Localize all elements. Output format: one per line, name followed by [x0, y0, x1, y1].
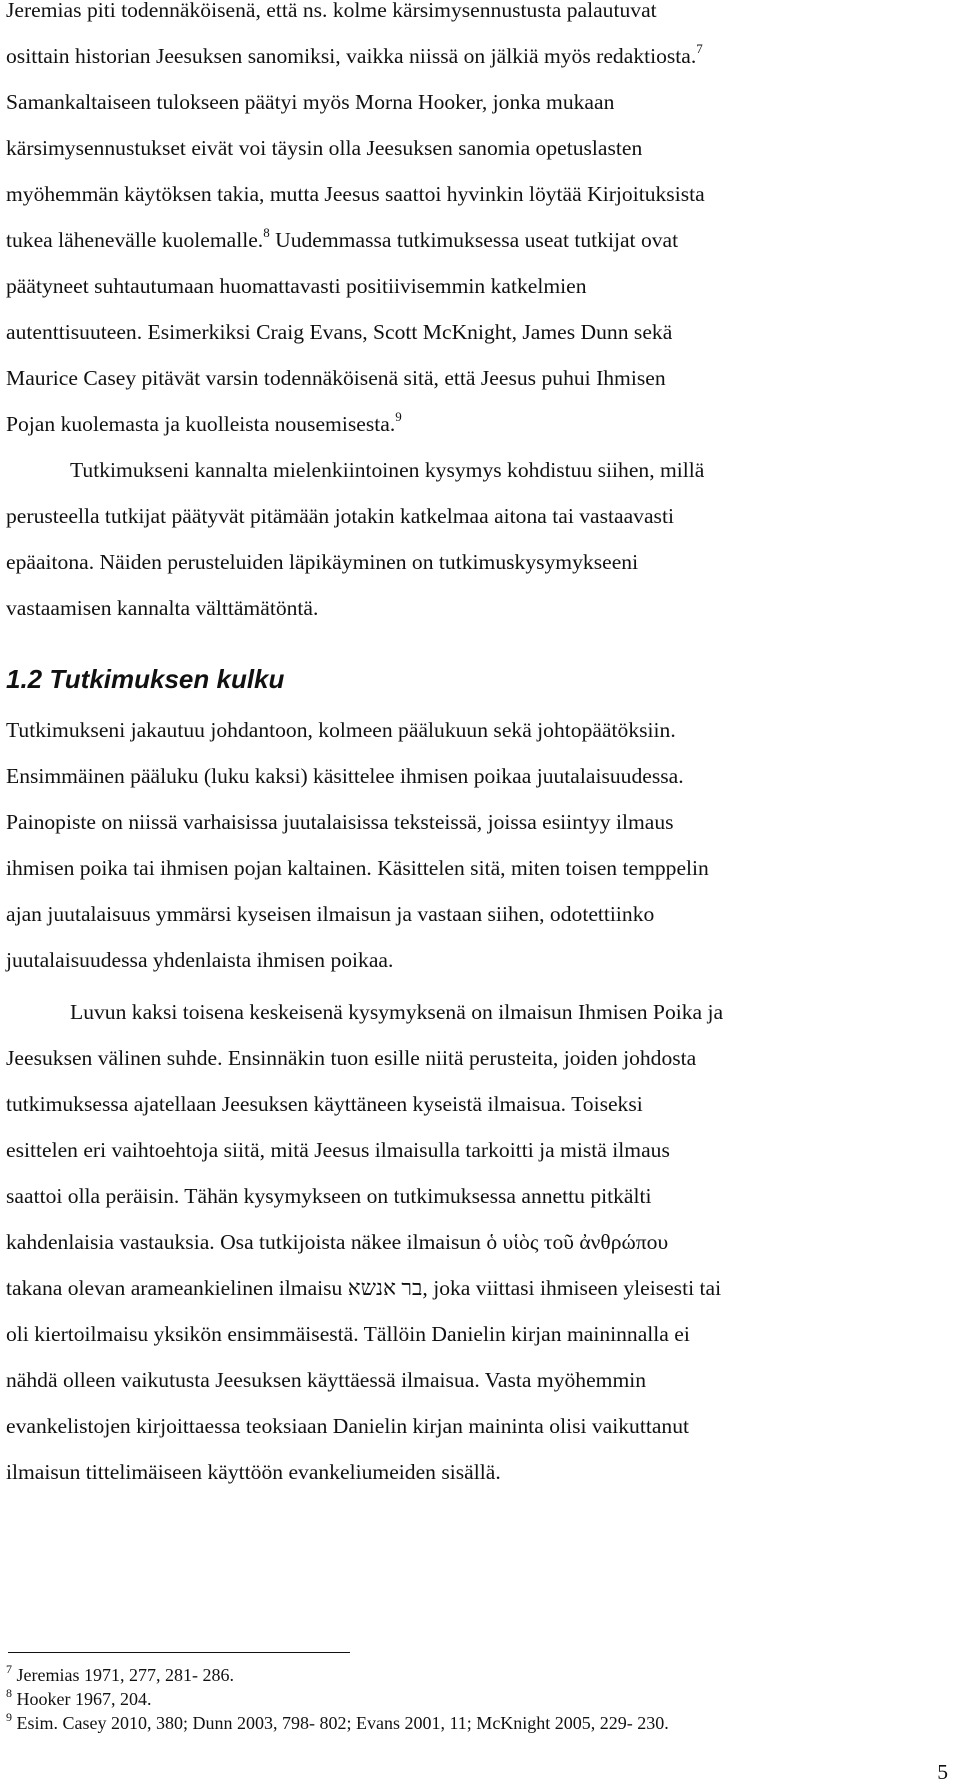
text-line: Tutkimukseni jakautuu johdantoon, kolmeen päälukuun sekä johtopäätöksiin. [6, 718, 676, 742]
section-heading: 1.2 Tutkimuksen kulku [6, 664, 285, 694]
footnote: $^9$ Esim. Casey 2010, 380; Dunn 2003, 798- 802; Evans 2001, 11; McKnight 2005, 229- 230. [6, 1710, 669, 1733]
text-line: päätyneet suhtautumaan huomattavasti positiivisemmin katkelmien [6, 274, 587, 298]
footnote-separator [8, 1652, 350, 1653]
text-line: esittelen eri vaihtoehtoja siitä, mitä Jeesus ilmaisulla tarkoitti ja mistä ilmaus [6, 1138, 670, 1162]
text-line: Samankaltaiseen tulokseen päätyi myös Morna Hooker, jonka mukaan [6, 90, 615, 114]
text-line: saattoi olla peräisin. Tähän kysymykseen on tutkimuksessa annettu pitkälti [6, 1184, 652, 1208]
text-line: takana olevan arameankielinen ilmaisu בר אנשא, joka viittasi ihmiseen yleisesti tai [6, 1276, 722, 1300]
text-line: juutalaisuudessa yhdenlaista ihmisen poikaa. [6, 948, 394, 972]
text-line: myöhemmän käytöksen takia, mutta Jeesus saattoi hyvinkin löytää Kirjoituksista [6, 182, 705, 206]
footnote: $^7$ Jeremias 1971, 277, 281- 286. [6, 1662, 234, 1685]
text-line: ilmaisun tittelimäiseen käyttöön evankeliumeiden sisällä. [6, 1460, 501, 1484]
page-number: 5 [937, 1760, 948, 1784]
text-line: ajan juutalaisuus ymmärsi kyseisen ilmaisun ja vastaan siihen, odotettiinko [6, 902, 655, 926]
text-line: Pojan kuolemasta ja kuolleista nousemisesta.$^9$ [6, 409, 402, 436]
footnote-ref: 7 [696, 41, 703, 56]
text-line: tukea lähenevälle kuolemalle.$^8$ Uudemmassa tutkimuksessa useat tutkijat ovat [6, 225, 679, 252]
text-line: vastaamisen kannalta välttämätöntä. [6, 596, 319, 620]
text-line: Tutkimukseni kannalta mielenkiintoinen kysymys kohdistuu siihen, millä [70, 458, 705, 482]
text-line: kahdenlaisia vastauksia. Osa tutkijoista näkee ilmaisun ὁ υἱὸς τοῦ ἀνθρώπου [6, 1230, 669, 1254]
text-line: epäaitona. Näiden perusteluiden läpikäyminen on tutkimuskysymykseeni [6, 550, 639, 574]
text-line: Jeremias piti todennäköisenä, että ns. kolme kärsimysennustusta palautuvat [6, 0, 657, 22]
footnote-ref: 8 [263, 225, 270, 240]
footnote-ref: 9 [395, 409, 402, 424]
text-line: Maurice Casey pitävät varsin todennäköisenä sitä, että Jeesus puhui Ihmisen [6, 366, 666, 390]
text-line: perusteella tutkijat päätyvät pitämään jotakin katkelmaa aitona tai vastaavasti [6, 504, 674, 528]
text-line: Luvun kaksi toisena keskeisenä kysymyksenä on ilmaisun Ihmisen Poika ja [70, 1000, 724, 1024]
text-line: Jeesuksen välinen suhde. Ensinnäkin tuon esille niitä perusteita, joiden johdosta [6, 1046, 697, 1070]
text-line: tutkimuksessa ajatellaan Jeesuksen käyttäneen kyseistä ilmaisua. Toiseksi [6, 1092, 643, 1116]
text-line: Ensimmäinen pääluku (luku kaksi) käsittelee ihmisen poikaa juutalaisuudessa. [6, 764, 684, 788]
text-line: osittain historian Jeesuksen sanomiksi, vaikka niissä on jälkiä myös redaktiosta.$^7$ [6, 41, 703, 68]
footnote: $^8$ Hooker 1967, 204. [6, 1686, 152, 1709]
text-line: Painopiste on niissä varhaisissa juutalaisissa teksteissä, joissa esiintyy ilmaus [6, 810, 674, 834]
text-line: kärsimysennustukset eivät voi täysin olla Jeesuksen sanomia opetuslasten [6, 136, 643, 160]
text-line: ihmisen poika tai ihmisen pojan kaltainen. Käsittelen sitä, miten toisen temppelin [6, 856, 709, 880]
text-line: evankelistojen kirjoittaessa teoksiaan Danielin kirjan maininta olisi vaikuttanut [6, 1414, 690, 1438]
text-line: autenttisuuteen. Esimerkiksi Craig Evans, Scott McKnight, James Dunn sekä [6, 320, 673, 344]
text-line: oli kiertoilmaisu yksikön ensimmäisestä. Tällöin Danielin kirjan maininnalla ei [6, 1322, 690, 1346]
text-line: nähdä olleen vaikutusta Jeesuksen käyttäessä ilmaisua. Vasta myöhemmin [6, 1368, 647, 1392]
